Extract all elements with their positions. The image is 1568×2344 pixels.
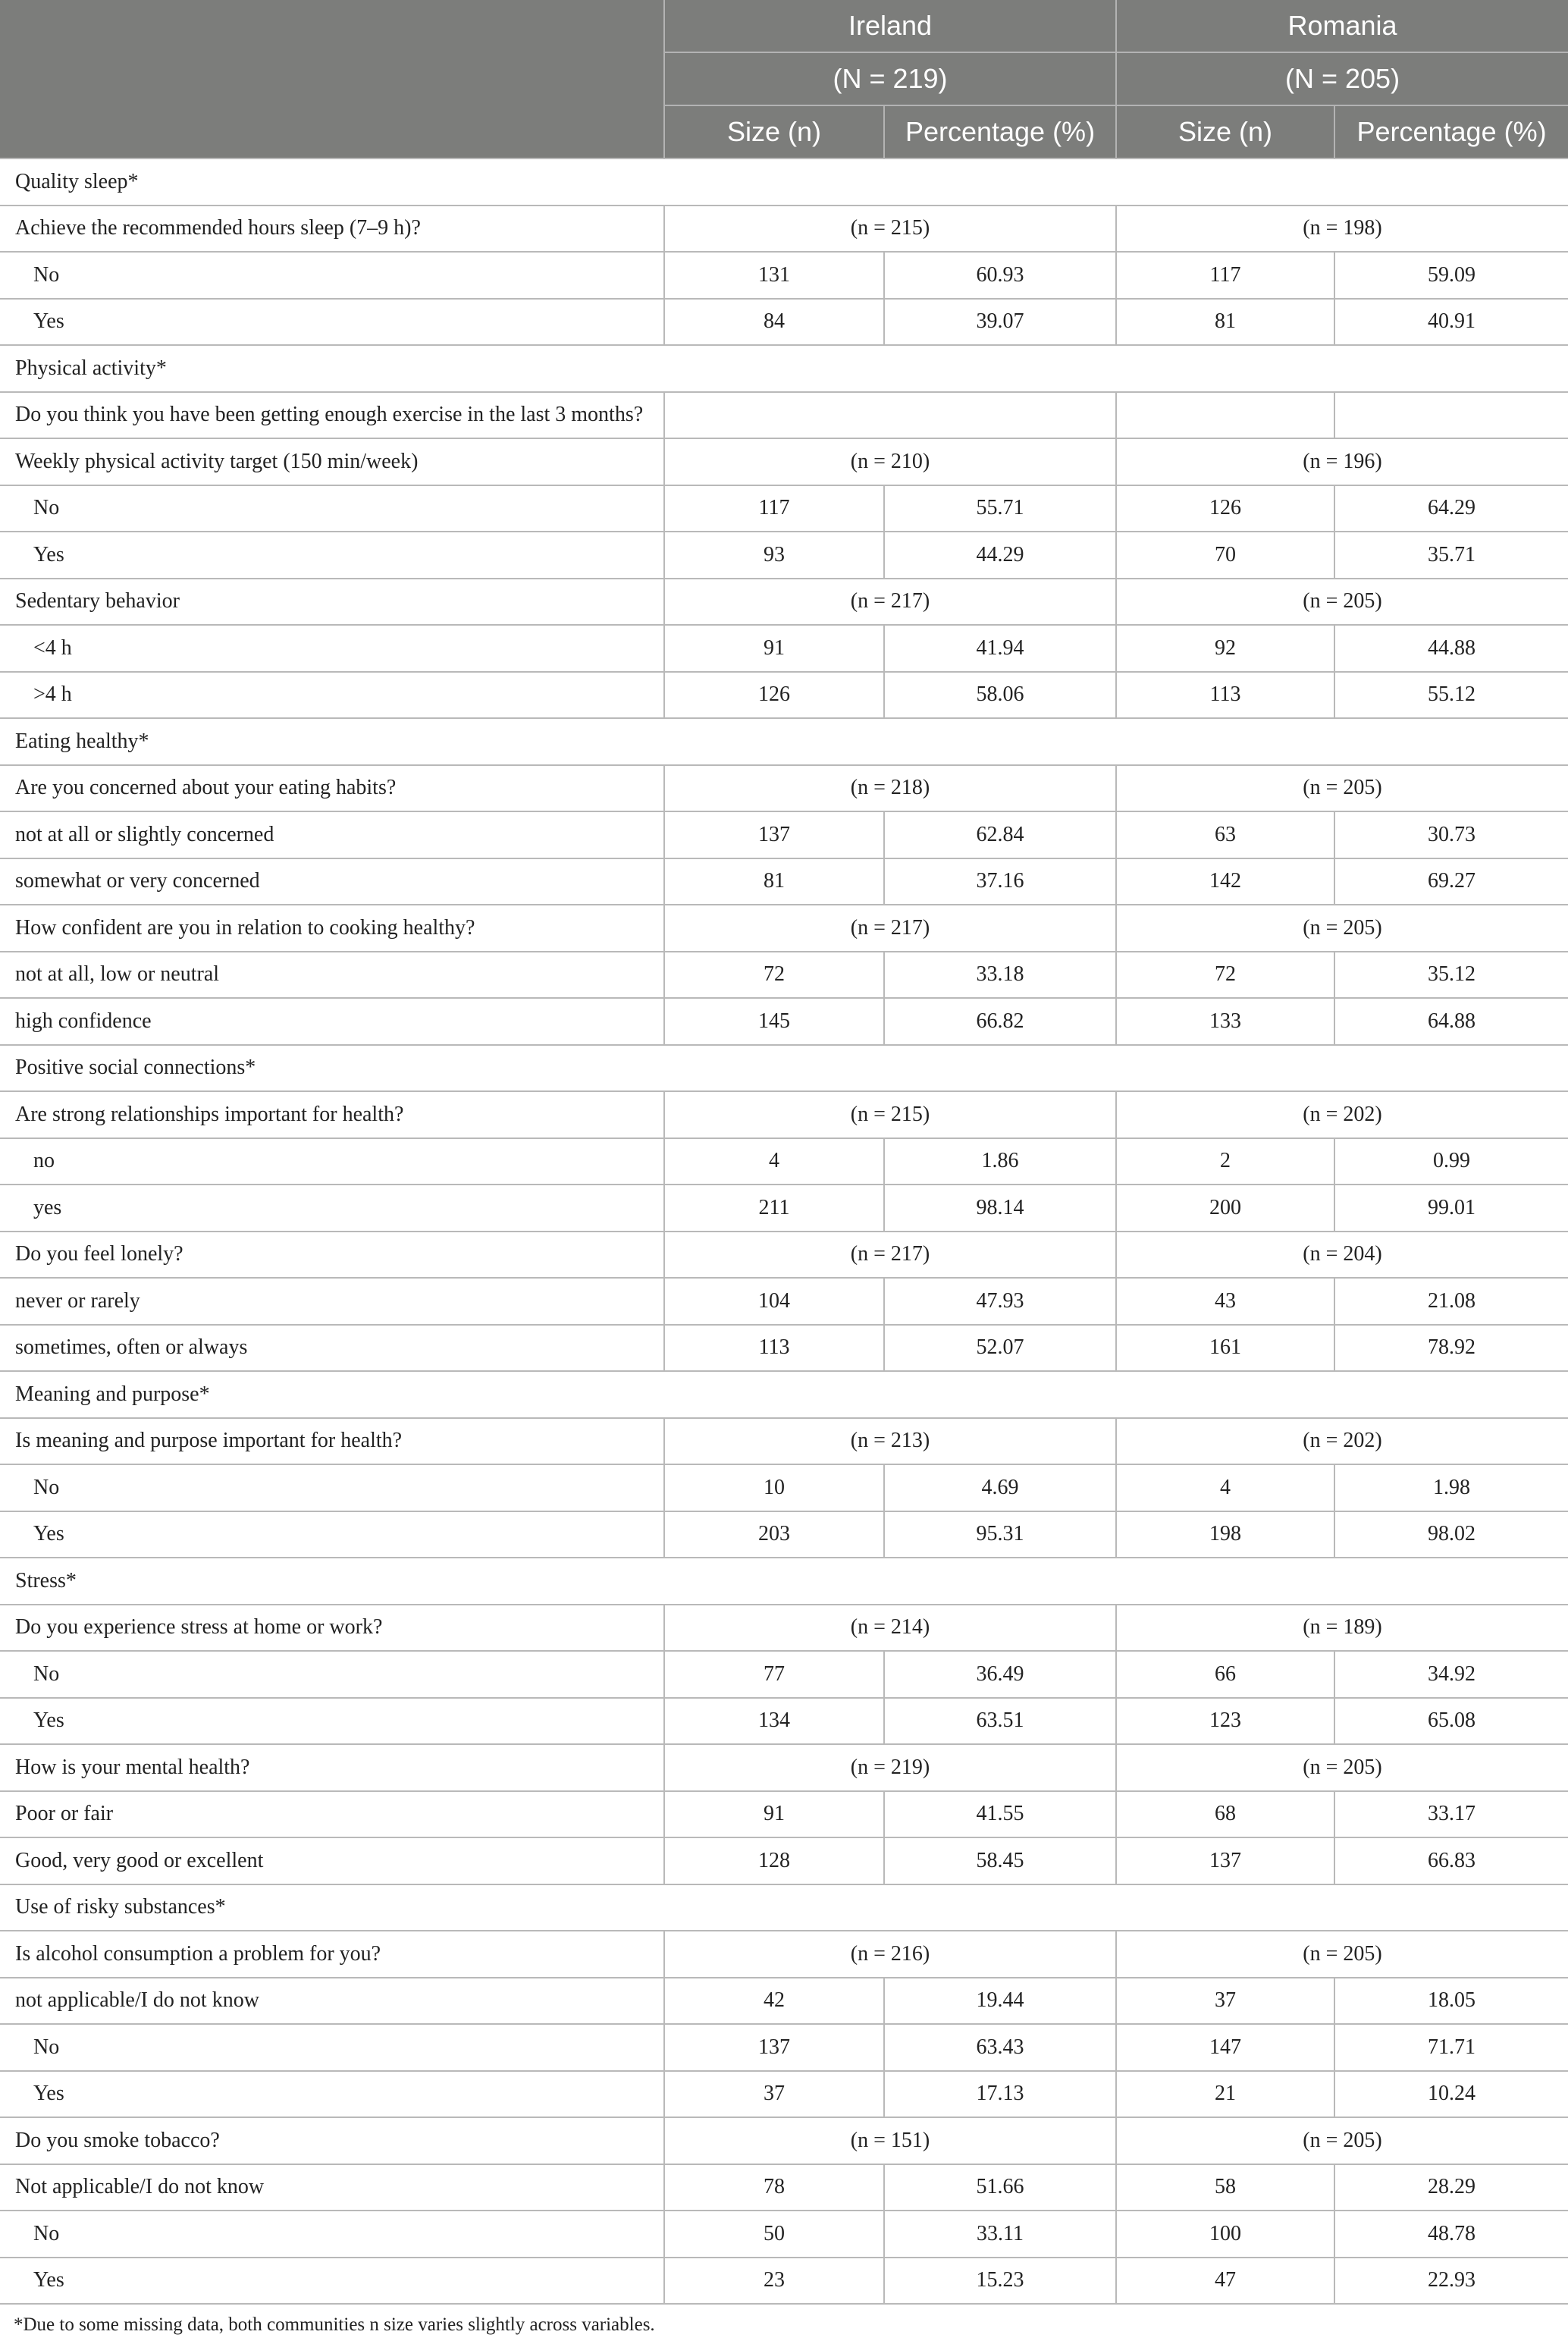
table-row-question (0, 2117, 1568, 2164)
sample-n-ireland: (n = 217) (664, 1232, 1116, 1279)
romania-percentage-cell: 64.88 (1334, 998, 1568, 1045)
column-header-percentage-romania: Percentage (%) (1334, 105, 1568, 158)
romania-percentage-cell: 1.98 (1334, 1464, 1568, 1511)
ireland-size-cell: 78 (664, 2164, 884, 2211)
response-label: No (0, 485, 664, 532)
ireland-percentage-cell: 19.44 (884, 1978, 1116, 2025)
ireland-size-cell: 37 (664, 2071, 884, 2118)
sample-n-romania: (n = 205) (1116, 1744, 1568, 1791)
romania-size-cell: 4 (1116, 1464, 1334, 1511)
romania-size-cell: 81 (1116, 299, 1334, 346)
table-row-question (0, 905, 1568, 952)
ireland-percentage-cell: 66.82 (884, 998, 1116, 1045)
ireland-percentage-cell: 95.31 (884, 1511, 1116, 1558)
table-row-data (0, 252, 1568, 299)
response-label: No (0, 1464, 664, 1511)
header-corner (0, 0, 664, 158)
table-row-question (0, 1418, 1568, 1465)
question-label: How is your mental health? (0, 1744, 664, 1791)
ireland-size-cell: 93 (664, 532, 884, 579)
ireland-size-cell: 113 (664, 1325, 884, 1372)
table-row-data (0, 2211, 1568, 2258)
table-row-section (0, 718, 1568, 765)
ireland-size-cell: 131 (664, 252, 884, 299)
romania-size-cell: 113 (1116, 672, 1334, 719)
table-row-data (0, 532, 1568, 579)
ireland-percentage-cell: 41.55 (884, 1791, 1116, 1838)
sample-n-romania: (n = 204) (1116, 1232, 1568, 1279)
table-row-data (0, 1837, 1568, 1884)
ireland-percentage-cell: 52.07 (884, 1325, 1116, 1372)
table-row-section (0, 1371, 1568, 1418)
table-row-question (0, 579, 1568, 626)
table-row-data (0, 1138, 1568, 1185)
romania-percentage-cell: 71.71 (1334, 2024, 1568, 2071)
ireland-size-cell: 128 (664, 1837, 884, 1884)
ireland-size-cell: 145 (664, 998, 884, 1045)
romania-percentage-cell: 28.29 (1334, 2164, 1568, 2211)
empty-cell (664, 392, 1116, 439)
ireland-percentage-cell: 15.23 (884, 2258, 1116, 2305)
response-label: >4 h (0, 672, 664, 719)
romania-size-cell: 66 (1116, 1651, 1334, 1698)
sample-n-romania: (n = 205) (1116, 765, 1568, 812)
ireland-percentage-cell: 55.71 (884, 485, 1116, 532)
response-label: Yes (0, 2071, 664, 2118)
ireland-percentage-cell: 58.45 (884, 1837, 1116, 1884)
ireland-percentage-cell: 60.93 (884, 252, 1116, 299)
section-heading: Stress* (0, 1558, 1568, 1605)
table-row-data (0, 1185, 1568, 1232)
romania-size-cell: 100 (1116, 2211, 1334, 2258)
ireland-percentage-cell: 37.16 (884, 858, 1116, 905)
romania-percentage-cell: 64.29 (1334, 485, 1568, 532)
table-row-data (0, 2164, 1568, 2211)
column-header-size-ireland: Size (n) (664, 105, 884, 158)
sample-n-romania: (n = 205) (1116, 905, 1568, 952)
response-label: high confidence (0, 998, 664, 1045)
sample-n-ireland: (n = 217) (664, 579, 1116, 626)
question-label: Are you concerned about your eating habits? (0, 765, 664, 812)
response-label: No (0, 252, 664, 299)
romania-size-cell: 21 (1116, 2071, 1334, 2118)
romania-percentage-cell: 40.91 (1334, 299, 1568, 346)
response-label: yes (0, 1185, 664, 1232)
empty-cell (1116, 392, 1334, 439)
ireland-size-cell: 117 (664, 485, 884, 532)
response-label: Not applicable/I do not know (0, 2164, 664, 2211)
section-heading: Positive social connections* (0, 1045, 1568, 1092)
sample-n-ireland: (n = 213) (664, 1418, 1116, 1465)
response-label: not applicable/I do not know (0, 1978, 664, 2025)
table-row-data (0, 299, 1568, 346)
ireland-size-cell: 77 (664, 1651, 884, 1698)
table-row-section (0, 158, 1568, 206)
romania-size-cell: 2 (1116, 1138, 1334, 1185)
question-label: Do you think you have been getting enough exercise in the last 3 months? (0, 392, 664, 439)
question-label: Do you feel lonely? (0, 1232, 664, 1279)
romania-size-cell: 68 (1116, 1791, 1334, 1838)
question-label: Sedentary behavior (0, 579, 664, 626)
romania-size-cell: 47 (1116, 2258, 1334, 2305)
table-footnote: *Due to some missing data, both communities n size varies slightly across variables. (14, 2314, 655, 2335)
romania-size-cell: 70 (1116, 532, 1334, 579)
ireland-size-cell: 91 (664, 1791, 884, 1838)
response-label: Yes (0, 532, 664, 579)
ireland-size-cell: 137 (664, 2024, 884, 2071)
romania-size-cell: 92 (1116, 625, 1334, 672)
response-label: not at all, low or neutral (0, 952, 664, 999)
ireland-percentage-cell: 51.66 (884, 2164, 1116, 2211)
ireland-size-cell: 126 (664, 672, 884, 719)
table-row-blankcells (0, 392, 1568, 439)
sample-n-ireland: (n = 151) (664, 2117, 1116, 2164)
sample-n-ireland: (n = 214) (664, 1605, 1116, 1652)
response-label: Yes (0, 1698, 664, 1745)
sample-n-ireland: (n = 210) (664, 438, 1116, 485)
ireland-percentage-cell: 41.94 (884, 625, 1116, 672)
table-row-data (0, 2258, 1568, 2305)
question-label: Are strong relationships important for health? (0, 1091, 664, 1138)
table-row-question (0, 765, 1568, 812)
romania-size-cell: 63 (1116, 811, 1334, 858)
response-label: sometimes, often or always (0, 1325, 664, 1372)
romania-percentage-cell: 48.78 (1334, 2211, 1568, 2258)
response-label: no (0, 1138, 664, 1185)
romania-size-cell: 200 (1116, 1185, 1334, 1232)
table-body (0, 158, 1568, 2304)
column-header-size-romania: Size (n) (1116, 105, 1334, 158)
ireland-percentage-cell: 17.13 (884, 2071, 1116, 2118)
section-heading: Quality sleep* (0, 158, 1568, 206)
table-row-data (0, 1325, 1568, 1372)
response-label: Yes (0, 299, 664, 346)
country-heading-ireland: Ireland (664, 0, 1116, 52)
table-row-section (0, 1045, 1568, 1092)
table-row-section (0, 345, 1568, 392)
romania-size-cell: 123 (1116, 1698, 1334, 1745)
sample-size-ireland: (N = 219) (664, 52, 1116, 105)
ireland-percentage-cell: 36.49 (884, 1651, 1116, 1698)
response-label: somewhat or very concerned (0, 858, 664, 905)
table-row-data (0, 485, 1568, 532)
ireland-size-cell: 72 (664, 952, 884, 999)
response-label: No (0, 2024, 664, 2071)
table-row-question (0, 438, 1568, 485)
romania-size-cell: 161 (1116, 1325, 1334, 1372)
table-row-data (0, 1791, 1568, 1838)
question-label: Is alcohol consumption a problem for you? (0, 1931, 664, 1978)
romania-size-cell: 43 (1116, 1278, 1334, 1325)
sample-n-ireland: (n = 219) (664, 1744, 1116, 1791)
ireland-size-cell: 137 (664, 811, 884, 858)
sample-n-romania: (n = 196) (1116, 438, 1568, 485)
response-label: No (0, 1651, 664, 1698)
table-row-data (0, 1698, 1568, 1745)
response-label: Yes (0, 2258, 664, 2305)
romania-size-cell: 58 (1116, 2164, 1334, 2211)
romania-size-cell: 117 (1116, 252, 1334, 299)
ireland-percentage-cell: 33.18 (884, 952, 1116, 999)
table-row-question (0, 1091, 1568, 1138)
sample-n-romania: (n = 205) (1116, 2117, 1568, 2164)
ireland-percentage-cell: 4.69 (884, 1464, 1116, 1511)
table-row-data (0, 1278, 1568, 1325)
section-heading: Meaning and purpose* (0, 1371, 1568, 1418)
response-label: <4 h (0, 625, 664, 672)
ireland-size-cell: 104 (664, 1278, 884, 1325)
sample-n-romania: (n = 205) (1116, 1931, 1568, 1978)
ireland-size-cell: 23 (664, 2258, 884, 2305)
table-row-data (0, 1464, 1568, 1511)
ireland-size-cell: 134 (664, 1698, 884, 1745)
romania-percentage-cell: 0.99 (1334, 1138, 1568, 1185)
table-row-data (0, 625, 1568, 672)
ireland-size-cell: 50 (664, 2211, 884, 2258)
ireland-size-cell: 10 (664, 1464, 884, 1511)
sample-n-ireland: (n = 216) (664, 1931, 1116, 1978)
sample-n-romania: (n = 202) (1116, 1418, 1568, 1465)
question-label: Do you smoke tobacco? (0, 2117, 664, 2164)
romania-percentage-cell: 59.09 (1334, 252, 1568, 299)
romania-percentage-cell: 21.08 (1334, 1278, 1568, 1325)
ireland-percentage-cell: 98.14 (884, 1185, 1116, 1232)
ireland-percentage-cell: 33.11 (884, 2211, 1116, 2258)
romania-size-cell: 147 (1116, 2024, 1334, 2071)
sample-n-romania: (n = 202) (1116, 1091, 1568, 1138)
sample-n-romania: (n = 205) (1116, 579, 1568, 626)
table-row-section (0, 1884, 1568, 1931)
ireland-percentage-cell: 1.86 (884, 1138, 1116, 1185)
romania-size-cell: 198 (1116, 1511, 1334, 1558)
sample-size-romania: (N = 205) (1116, 52, 1568, 105)
ireland-percentage-cell: 47.93 (884, 1278, 1116, 1325)
ireland-size-cell: 91 (664, 625, 884, 672)
ireland-percentage-cell: 63.51 (884, 1698, 1116, 1745)
romania-size-cell: 133 (1116, 998, 1334, 1045)
table-row-data (0, 998, 1568, 1045)
romania-percentage-cell: 44.88 (1334, 625, 1568, 672)
response-label: Yes (0, 1511, 664, 1558)
table-header (0, 0, 1568, 158)
ireland-percentage-cell: 63.43 (884, 2024, 1116, 2071)
sample-n-ireland: (n = 218) (664, 765, 1116, 812)
ireland-size-cell: 211 (664, 1185, 884, 1232)
sample-n-ireland: (n = 215) (664, 1091, 1116, 1138)
romania-percentage-cell: 66.83 (1334, 1837, 1568, 1884)
ireland-size-cell: 84 (664, 299, 884, 346)
ireland-size-cell: 42 (664, 1978, 884, 2025)
ireland-percentage-cell: 39.07 (884, 299, 1116, 346)
ireland-percentage-cell: 58.06 (884, 672, 1116, 719)
romania-percentage-cell: 55.12 (1334, 672, 1568, 719)
section-heading: Physical activity* (0, 345, 1568, 392)
romania-size-cell: 142 (1116, 858, 1334, 905)
romania-percentage-cell: 98.02 (1334, 1511, 1568, 1558)
romania-percentage-cell: 65.08 (1334, 1698, 1568, 1745)
romania-percentage-cell: 22.93 (1334, 2258, 1568, 2305)
ireland-percentage-cell: 62.84 (884, 811, 1116, 858)
romania-percentage-cell: 10.24 (1334, 2071, 1568, 2118)
question-label: Is meaning and purpose important for health? (0, 1418, 664, 1465)
question-label: Weekly physical activity target (150 min/week) (0, 438, 664, 485)
sample-n-ireland: (n = 217) (664, 905, 1116, 952)
table-row-section (0, 1558, 1568, 1605)
table-row-data (0, 2071, 1568, 2118)
ireland-size-cell: 203 (664, 1511, 884, 1558)
romania-percentage-cell: 35.12 (1334, 952, 1568, 999)
response-label: Good, very good or excellent (0, 1837, 664, 1884)
ireland-percentage-cell: 44.29 (884, 532, 1116, 579)
romania-percentage-cell: 69.27 (1334, 858, 1568, 905)
romania-percentage-cell: 30.73 (1334, 811, 1568, 858)
romania-percentage-cell: 33.17 (1334, 1791, 1568, 1838)
ireland-size-cell: 4 (664, 1138, 884, 1185)
romania-percentage-cell: 78.92 (1334, 1325, 1568, 1372)
table-row-data (0, 1511, 1568, 1558)
response-label: never or rarely (0, 1278, 664, 1325)
question-label: Do you experience stress at home or work? (0, 1605, 664, 1652)
romania-percentage-cell: 34.92 (1334, 1651, 1568, 1698)
empty-cell (1334, 392, 1568, 439)
romania-percentage-cell: 18.05 (1334, 1978, 1568, 2025)
question-label: Achieve the recommended hours sleep (7–9 h)? (0, 206, 664, 253)
table-row-data (0, 952, 1568, 999)
section-heading: Use of risky substances* (0, 1884, 1568, 1931)
column-header-percentage-ireland: Percentage (%) (884, 105, 1116, 158)
sample-n-romania: (n = 198) (1116, 206, 1568, 253)
table-row-question (0, 1744, 1568, 1791)
table-row-data (0, 672, 1568, 719)
romania-size-cell: 72 (1116, 952, 1334, 999)
romania-size-cell: 126 (1116, 485, 1334, 532)
romania-percentage-cell: 99.01 (1334, 1185, 1568, 1232)
table-row-question (0, 1931, 1568, 1978)
romania-size-cell: 37 (1116, 1978, 1334, 2025)
sample-n-ireland: (n = 215) (664, 206, 1116, 253)
romania-size-cell: 137 (1116, 1837, 1334, 1884)
response-label: No (0, 2211, 664, 2258)
response-label: Poor or fair (0, 1791, 664, 1838)
table-row-data (0, 2024, 1568, 2071)
question-label: How confident are you in relation to cooking healthy? (0, 905, 664, 952)
response-label: not at all or slightly concerned (0, 811, 664, 858)
romania-percentage-cell: 35.71 (1334, 532, 1568, 579)
ireland-size-cell: 81 (664, 858, 884, 905)
sample-n-romania: (n = 189) (1116, 1605, 1568, 1652)
table-row-question (0, 1232, 1568, 1279)
table-row-data (0, 1978, 1568, 2025)
section-heading: Eating healthy* (0, 718, 1568, 765)
table-row-data (0, 858, 1568, 905)
table-row-question (0, 206, 1568, 253)
table-row-question (0, 1605, 1568, 1652)
country-heading-romania: Romania (1116, 0, 1568, 52)
table-row-data (0, 1651, 1568, 1698)
table-row-data (0, 811, 1568, 858)
